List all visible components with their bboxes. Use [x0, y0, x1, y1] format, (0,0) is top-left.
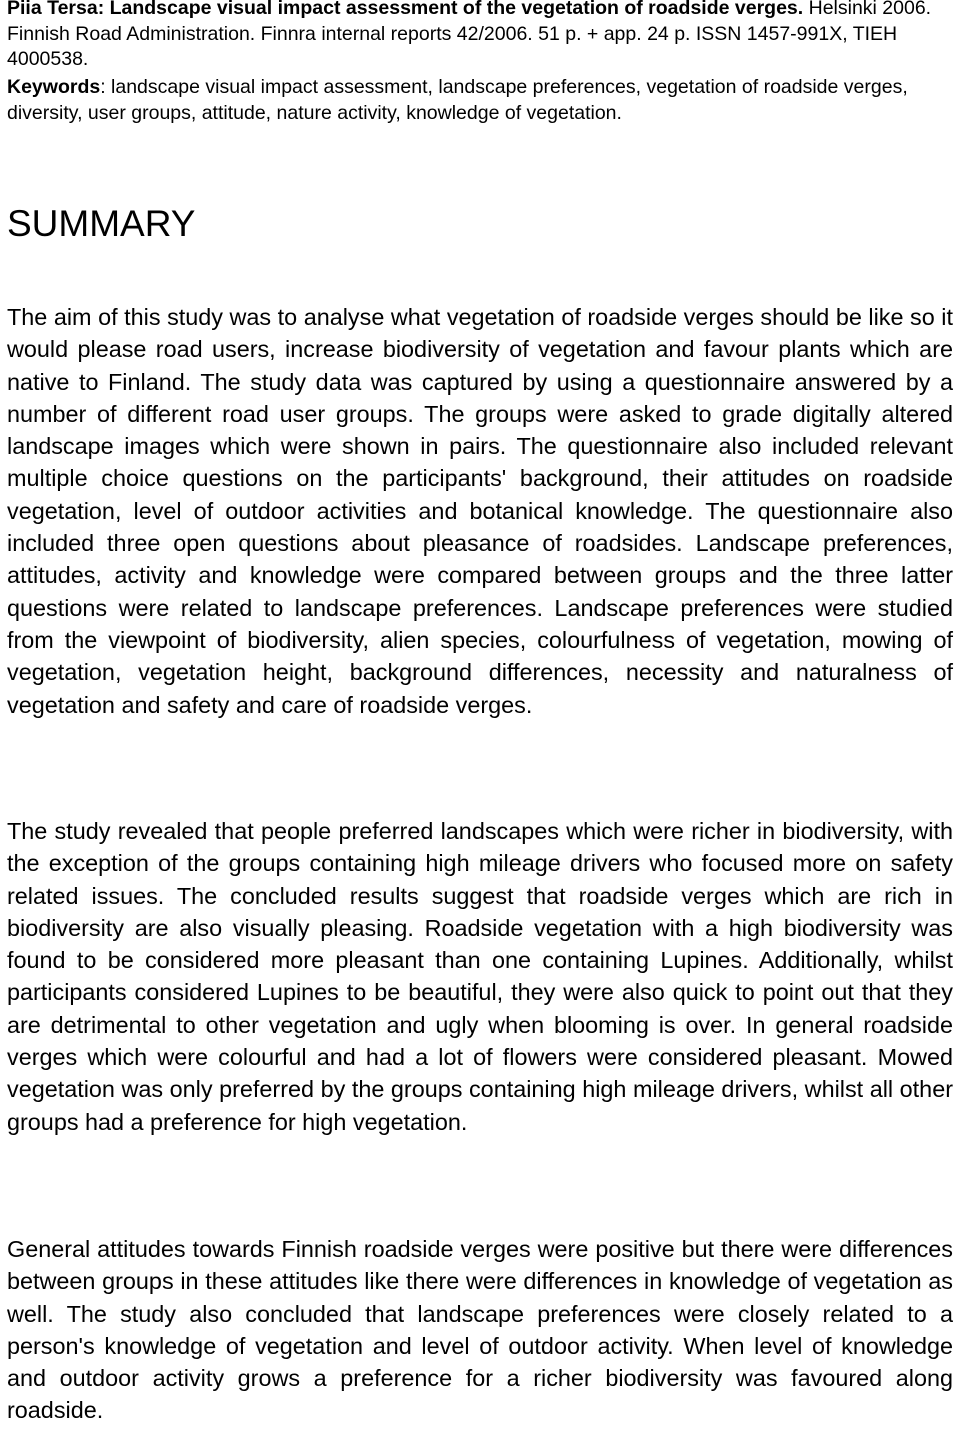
summary-paragraph-2: The study revealed that people preferred landscapes which were richer in biodiversity, with the exception of the groups containing high mileage drivers who focused more on safety related issues. The concluded results suggest that roadside verges which are rich in biodiversity are also visually pleasing. Roadside vegetation with a high biodiversity was found to be considered more pleasant than one containing Lupines. Additionally, whilst participants considered Lupines to be beautiful, they were also quick to point out that they are detrimental to other vegetation and ugly when blooming is over. In general roadside verges which were colourful and had a lot of flowers were considered pleasant. Mowed vegetation was only preferred by the groups containing high mileage drivers, whilst all other groups had a preference for high vegetation. — [7, 818, 953, 1135]
summary-paragraph-1: The aim of this study was to analyse what vegetation of roadside verges should be like so it would please road users, increase biodiversity of vegetation and favour plants which are native to Finland. The study data was captured by using a questionnaire answered by a number of different road user groups. The groups were asked to grade digitally altered landscape images which were shown in pairs. The questionnaire also included relevant multiple choice questions on the participants' background, their attitudes on roadside vegetation, level of outdoor activities and botanical knowledge. The questionnaire also included three open questions about pleasance of roadsides. Landscape preferences, attitudes, activity and knowledge were compared between groups and the three latter questions were related to landscape preferences. Landscape preferences were studied from the viewpoint of biodiversity, alien species, colourfulness of vegetation, mowing of vegetation, vegetation height, background differences, necessity and naturalness of vegetation and safety and care of roadside verges. — [7, 304, 953, 718]
summary-heading: SUMMARY — [7, 203, 196, 244]
citation-author-title: Piia Tersa: Landscape visual impact assessment of the vegetation of roadside verges. — [7, 0, 804, 19]
citation-block — [7, 0, 953, 73]
keywords-label: Keywords — [7, 76, 101, 98]
keywords-block — [7, 75, 947, 126]
citation-publication: Helsinki 2006. Finnish Road Administration. Finnra internal reports 42/2006. 51 p. + app. 24 p. ISSN 1457-991X, TIEH 4000538. — [7, 0, 932, 70]
keywords-text: : landscape visual impact assessment, landscape preferences, vegetation of roadside verges, diversity, user groups, attitude, nature activity, knowledge of vegetation. — [7, 76, 908, 124]
summary-paragraph-3: General attitudes towards Finnish roadside verges were positive but there were differences between groups in these attitudes like there were differences in knowledge of vegetation as well. The study also concluded that landscape preferences were closely related to a person's knowledge of vegetation and level of outdoor activity. When level of knowledge and outdoor activity grows a preference for a richer biodiversity was favoured along roadside. — [7, 1236, 953, 1424]
